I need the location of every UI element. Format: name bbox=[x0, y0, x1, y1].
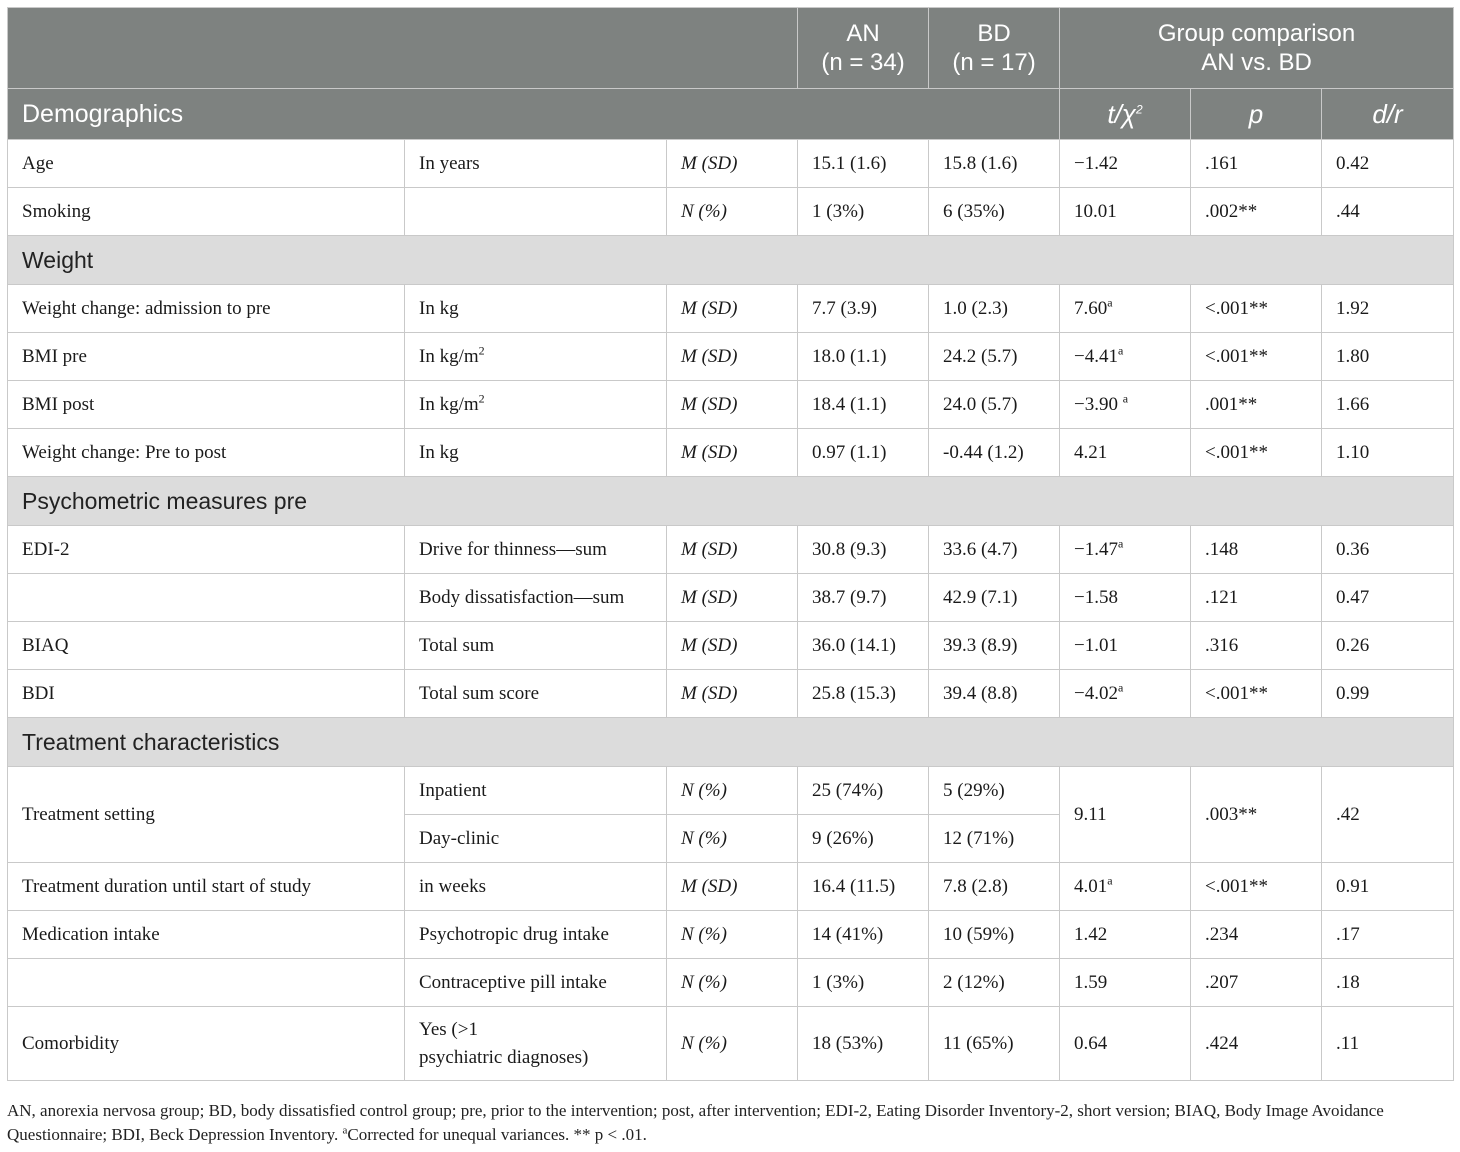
cell-stat: M (SD) bbox=[667, 670, 798, 718]
cell-p: .207 bbox=[1191, 959, 1322, 1007]
cell-stat: M (SD) bbox=[667, 574, 798, 622]
cell-bd: 10 (59%) bbox=[929, 911, 1060, 959]
row-smoking bbox=[8, 188, 1454, 236]
section-title: Weight bbox=[8, 236, 1454, 285]
cell-an: 1 (3%) bbox=[798, 959, 929, 1007]
cell-stat: M (SD) bbox=[667, 429, 798, 477]
cell-stat: M (SD) bbox=[667, 526, 798, 574]
cell-an: 25.8 (15.3) bbox=[798, 670, 929, 718]
cell-bd: 7.8 (2.8) bbox=[929, 863, 1060, 911]
cell-stat: N (%) bbox=[667, 815, 798, 863]
row-edi-drive bbox=[8, 526, 1454, 574]
header-row-groups bbox=[8, 8, 1454, 89]
row-comorbidity bbox=[8, 1007, 1454, 1081]
cell-bd: 6 (35%) bbox=[929, 188, 1060, 236]
cell-p: <.001** bbox=[1191, 285, 1322, 333]
section-weight bbox=[8, 236, 1454, 285]
cell-sub: Inpatient bbox=[405, 767, 667, 815]
cell-variable: Weight change: Pre to post bbox=[8, 429, 405, 477]
cell-bd: 39.4 (8.8) bbox=[929, 670, 1060, 718]
cell-stat: N (%) bbox=[667, 1007, 798, 1081]
cell-bd: 15.8 (1.6) bbox=[929, 140, 1060, 188]
row-medication-pill bbox=[8, 959, 1454, 1007]
cell-stat: M (SD) bbox=[667, 333, 798, 381]
cell-d: .44 bbox=[1322, 188, 1454, 236]
cell-sub: In $kg/m^2$ bbox=[405, 381, 667, 429]
cell-sub: Day-clinic bbox=[405, 815, 667, 863]
cell-variable: Weight change: admission to pre bbox=[8, 285, 405, 333]
cell-stat: N (%) bbox=[667, 959, 798, 1007]
cell-d: 1.66 bbox=[1322, 381, 1454, 429]
cell-stat: M (SD) bbox=[667, 285, 798, 333]
row-edi-body bbox=[8, 574, 1454, 622]
cell-an: 25 (74%) bbox=[798, 767, 929, 815]
header-dr: d/r bbox=[1322, 89, 1454, 140]
row-medication-psychotropic bbox=[8, 911, 1454, 959]
row-age bbox=[8, 140, 1454, 188]
cell-an: 15.1 (1.6) bbox=[798, 140, 929, 188]
cell-d: 1.80 bbox=[1322, 333, 1454, 381]
cell-d: 0.26 bbox=[1322, 622, 1454, 670]
cell-an: 38.7 (9.7) bbox=[798, 574, 929, 622]
cell-sub: Yes (>1 psychiatric diagnoses) bbox=[405, 1007, 667, 1081]
section-title: Psychometric measures pre bbox=[8, 477, 1454, 526]
cell-t: −3.90 $^a$ bbox=[1060, 381, 1191, 429]
cell-t: 1.42 bbox=[1060, 911, 1191, 959]
cell-bd: 24.0 (5.7) bbox=[929, 381, 1060, 429]
cell-sub: Total sum bbox=[405, 622, 667, 670]
cell-bd: 42.9 (7.1) bbox=[929, 574, 1060, 622]
row-weight-change-admission bbox=[8, 285, 1454, 333]
cell-d: 1.10 bbox=[1322, 429, 1454, 477]
cell-variable: Smoking bbox=[8, 188, 405, 236]
cell-an: 18.4 (1.1) bbox=[798, 381, 929, 429]
cell-d: 0.47 bbox=[1322, 574, 1454, 622]
cell-stat: M (SD) bbox=[667, 140, 798, 188]
cell-d: 0.42 bbox=[1322, 140, 1454, 188]
cell-bd: 33.6 (4.7) bbox=[929, 526, 1060, 574]
cell-an: 14 (41%) bbox=[798, 911, 929, 959]
cell-t: −1.58 bbox=[1060, 574, 1191, 622]
table-footnote: AN, anorexia nervosa group; BD, body dissatisfied control group; pre, prior to the intervention; post, after intervention; EDI-2, Eating Disorder Inventory-2, short version; BIAQ, Body Image Avoidance Questionnaire; BDI, Beck Depression Inventory. $^a$Corrected for unequal variances. ** p < .01. bbox=[7, 1101, 1384, 1144]
cell-sub: Psychotropic drug intake bbox=[405, 911, 667, 959]
cell-p: .003** bbox=[1191, 767, 1322, 863]
cell-t: 4.21 bbox=[1060, 429, 1191, 477]
cell-t: 10.01 bbox=[1060, 188, 1191, 236]
cell-bd: -0.44 (1.2) bbox=[929, 429, 1060, 477]
header-blank bbox=[8, 8, 798, 89]
cell-bd: 11 (65%) bbox=[929, 1007, 1060, 1081]
cell-stat: M (SD) bbox=[667, 381, 798, 429]
header-t-chi2: $t/\chi^2$ bbox=[1060, 89, 1191, 140]
cell-t: 4.01$^a$ bbox=[1060, 863, 1191, 911]
cell-variable: Treatment duration until start of study bbox=[8, 863, 405, 911]
cell-variable: BMI pre bbox=[8, 333, 405, 381]
section-treatment bbox=[8, 718, 1454, 767]
cell-t: 7.60$^a$ bbox=[1060, 285, 1191, 333]
cell-variable: BIAQ bbox=[8, 622, 405, 670]
row-treatment-duration bbox=[8, 863, 1454, 911]
header-group-comparison: Group comparison AN vs. BD bbox=[1060, 8, 1454, 89]
cell-bd: 2 (12%) bbox=[929, 959, 1060, 1007]
cell-variable bbox=[8, 959, 405, 1007]
cell-t: 9.11 bbox=[1060, 767, 1191, 863]
cell-sub bbox=[405, 188, 667, 236]
cell-d: .11 bbox=[1322, 1007, 1454, 1081]
cell-an: 36.0 (14.1) bbox=[798, 622, 929, 670]
cell-t: −1.01 bbox=[1060, 622, 1191, 670]
cell-sub: In kg bbox=[405, 429, 667, 477]
cell-an: 16.4 (11.5) bbox=[798, 863, 929, 911]
cell-t: −4.02$^a$ bbox=[1060, 670, 1191, 718]
cell-bd: 24.2 (5.7) bbox=[929, 333, 1060, 381]
header-p: p bbox=[1191, 89, 1322, 140]
cell-sub: Total sum score bbox=[405, 670, 667, 718]
section-title: Treatment characteristics bbox=[8, 718, 1454, 767]
cell-d: 0.91 bbox=[1322, 863, 1454, 911]
cell-p: <.001** bbox=[1191, 863, 1322, 911]
cell-p: <.001** bbox=[1191, 670, 1322, 718]
cell-stat: N (%) bbox=[667, 188, 798, 236]
cell-d: .17 bbox=[1322, 911, 1454, 959]
header-row-stats bbox=[8, 89, 1454, 140]
cell-d: 1.92 bbox=[1322, 285, 1454, 333]
cell-stat: N (%) bbox=[667, 767, 798, 815]
cell-sub: Body dissatisfaction—sum bbox=[405, 574, 667, 622]
cell-variable: Comorbidity bbox=[8, 1007, 405, 1081]
cell-sub: In $kg/m^2$ bbox=[405, 333, 667, 381]
cell-p: .316 bbox=[1191, 622, 1322, 670]
cell-t: −4.41$^a$ bbox=[1060, 333, 1191, 381]
cell-bd: 12 (71%) bbox=[929, 815, 1060, 863]
cell-t: −1.47$^a$ bbox=[1060, 526, 1191, 574]
cell-p: .424 bbox=[1191, 1007, 1322, 1081]
row-bdi bbox=[8, 670, 1454, 718]
row-treatment-inpatient bbox=[8, 767, 1454, 815]
section-psychometric bbox=[8, 477, 1454, 526]
cell-an: 9 (26%) bbox=[798, 815, 929, 863]
cell-stat: M (SD) bbox=[667, 622, 798, 670]
cell-sub: In years bbox=[405, 140, 667, 188]
cell-bd: 1.0 (2.3) bbox=[929, 285, 1060, 333]
cell-d: .18 bbox=[1322, 959, 1454, 1007]
cell-t: −1.42 bbox=[1060, 140, 1191, 188]
row-bmi-pre bbox=[8, 333, 1454, 381]
cell-p: <.001** bbox=[1191, 333, 1322, 381]
row-biaq bbox=[8, 622, 1454, 670]
cell-variable: EDI-2 bbox=[8, 526, 405, 574]
cell-d: 0.99 bbox=[1322, 670, 1454, 718]
cell-d: 0.36 bbox=[1322, 526, 1454, 574]
cell-variable: Treatment setting bbox=[8, 767, 405, 863]
results-table bbox=[7, 7, 1454, 1081]
cell-bd: 39.3 (8.9) bbox=[929, 622, 1060, 670]
cell-variable: BMI post bbox=[8, 381, 405, 429]
cell-an: 18.0 (1.1) bbox=[798, 333, 929, 381]
cell-sub: In kg bbox=[405, 285, 667, 333]
cell-p: <.001** bbox=[1191, 429, 1322, 477]
cell-sub: Drive for thinness—sum bbox=[405, 526, 667, 574]
cell-p: .234 bbox=[1191, 911, 1322, 959]
cell-an: 30.8 (9.3) bbox=[798, 526, 929, 574]
cell-variable: Age bbox=[8, 140, 405, 188]
cell-d: .42 bbox=[1322, 767, 1454, 863]
header-bd: BD (n = 17) bbox=[929, 8, 1060, 89]
cell-t: 1.59 bbox=[1060, 959, 1191, 1007]
cell-p: .001** bbox=[1191, 381, 1322, 429]
row-bmi-post bbox=[8, 381, 1454, 429]
cell-variable: Medication intake bbox=[8, 911, 405, 959]
cell-sub: Contraceptive pill intake bbox=[405, 959, 667, 1007]
cell-stat: M (SD) bbox=[667, 863, 798, 911]
cell-p: .121 bbox=[1191, 574, 1322, 622]
cell-an: 0.97 (1.1) bbox=[798, 429, 929, 477]
cell-sub: in weeks bbox=[405, 863, 667, 911]
cell-an: 7.7 (3.9) bbox=[798, 285, 929, 333]
cell-stat: N (%) bbox=[667, 911, 798, 959]
cell-t: 0.64 bbox=[1060, 1007, 1191, 1081]
cell-an: 1 (3%) bbox=[798, 188, 929, 236]
cell-p: .161 bbox=[1191, 140, 1322, 188]
cell-p: .148 bbox=[1191, 526, 1322, 574]
header-demographics: Demographics bbox=[8, 89, 1060, 140]
cell-an: 18 (53%) bbox=[798, 1007, 929, 1081]
cell-variable bbox=[8, 574, 405, 622]
cell-variable: BDI bbox=[8, 670, 405, 718]
header-an: AN (n = 34) bbox=[798, 8, 929, 89]
cell-bd: 5 (29%) bbox=[929, 767, 1060, 815]
row-weight-change-post bbox=[8, 429, 1454, 477]
cell-p: .002** bbox=[1191, 188, 1322, 236]
